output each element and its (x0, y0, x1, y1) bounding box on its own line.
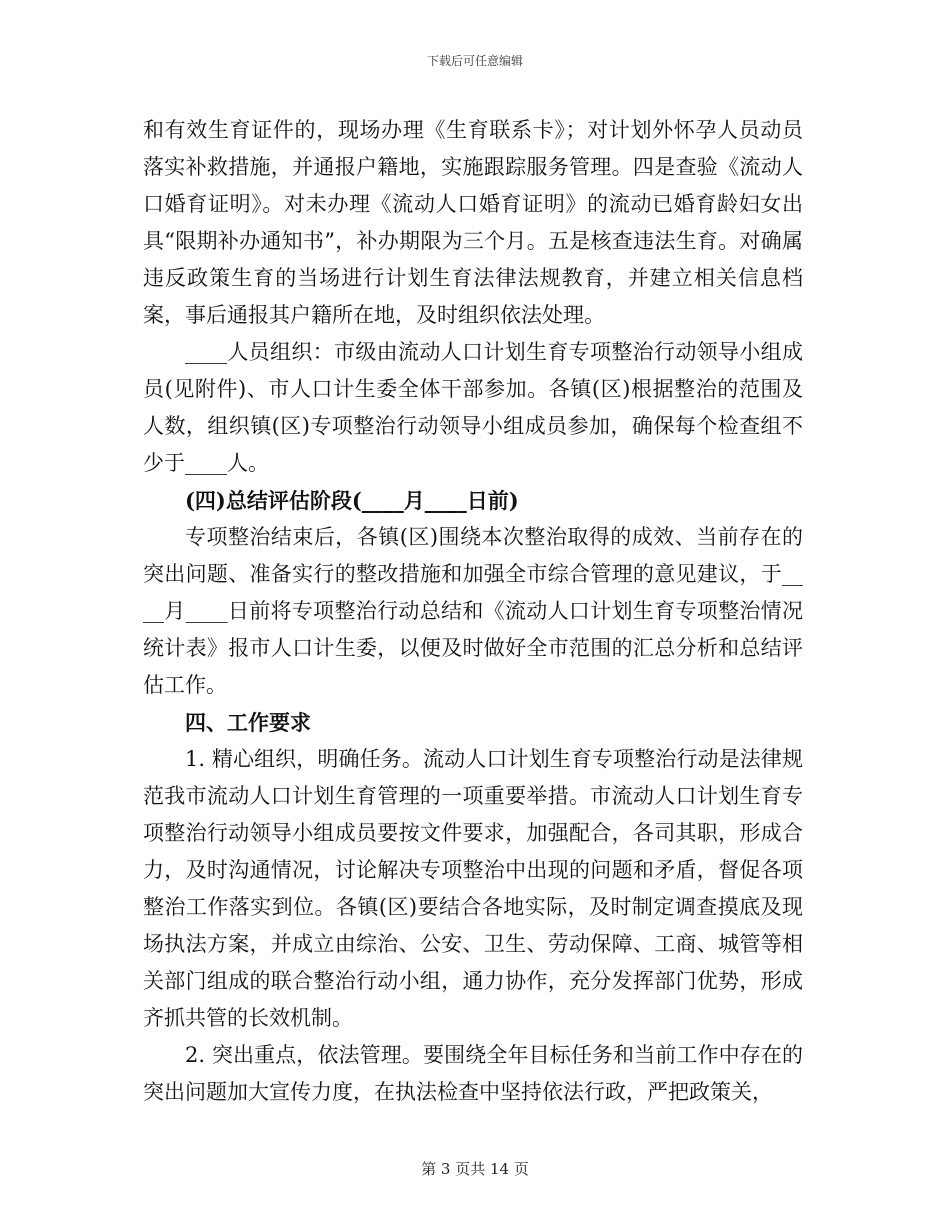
section-heading-work-requirements: 四、工作要求 (185, 710, 311, 735)
document-body (143, 112, 803, 1111)
paragraph-requirement-1: 1. 精心组织，明确任务。流动人口计划生育专项整治行动是法律规范我市流动人口计划生育管理的一项重要举措。市流动人口计划生育专项整治行动领导小组成员要按文件要求，加强配合，各司其职，形成合力，及时沟通情况，讨论解决专项整治中出现的问题和矛盾，督促各项整治工作落实到位。各镇(区)要结合各地实际，及时制定调查摸底及现场执法方案，并成立由综治、公安、卫生、劳动保障、工商、城管等相关部门组成的联合整治行动小组，通力协作，充分发挥部门优势，形成齐抓共管的长效机制。 (143, 747, 803, 1030)
paragraph-requirement-2: 2. 突出重点，依法管理。要围绕全年目标任务和当前工作中存在的突出问题加大宣传力度，在执法检查中坚持依法行政，严把政策关， (143, 1043, 803, 1104)
paragraph-personnel-organization: ____人员组织：市级由流动人口计划生育专项整治行动领导小组成员(见附件)、市人口计生委全体干部参加。各镇(区)根据整治的范围及人数，组织镇(区)专项整治行动领导小组成员参加，确保每个检查组不少于____人。 (143, 340, 803, 475)
paragraph-birth-verification: 和有效生育证件的，现场办理《生育联系卡》；对计划外怀孕人员动员落实补救措施，并通报户籍地，实施跟踪服务管理。四是查验《流动人口婚育证明》。对未办理《流动人口婚育证明》的流动已婚育龄妇女出具“限期补办通知书”，补办期限为三个月。五是核查违法生育。对确属违反政策生育的当场进行计划生育法律法规教育，并建立相关信息档案，事后通报其户籍所在地，及时组织依法处理。 (143, 118, 803, 327)
page-header: 下载后可任意编辑 (426, 54, 523, 68)
page-number-footer: 第 3 页共 14 页 (421, 1160, 529, 1178)
section-heading-summary-stage: (四)总结评估阶段(____月____日前) (185, 488, 519, 513)
paragraph-summary-evaluation: 专项整治结束后，各镇(区)围绕本次整治取得的成效、当前存在的突出问题、准备实行的整改措施和加强全市综合管理的意见建议，于____月____日前将专项整治行动总结和《流动人口计划生育专项整治情况统计表》报市人口计生委，以便及时做好全市范围的汇总分析和总结评估工作。 (143, 525, 803, 697)
